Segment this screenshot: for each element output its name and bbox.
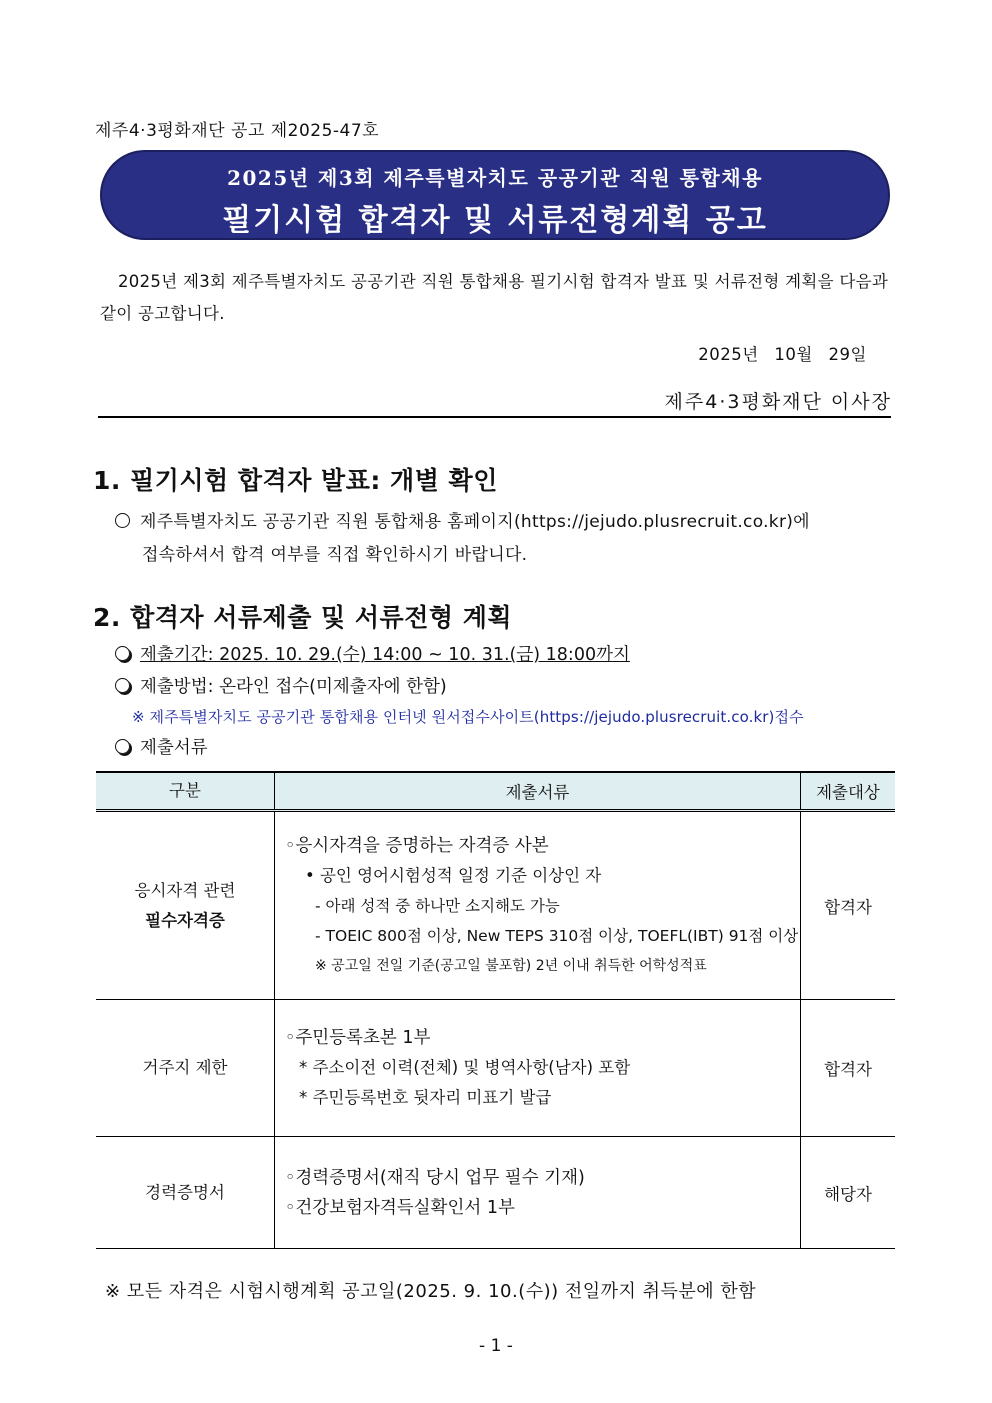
table-header-row (96, 772, 895, 811)
submission-method-text: 제출방법: 온라인 접수(미제출자에 한함) (140, 677, 447, 697)
section1-body (115, 506, 895, 572)
submission-method (115, 673, 447, 698)
notice-date: 2025년 10월 29일 (698, 345, 867, 364)
signer: 제주4·3평화재단 이사장 (664, 391, 892, 413)
doc-item: ◦주민등록초본 1부 (285, 1028, 431, 1048)
header-documents: 제출서류 (275, 772, 801, 811)
table-row (96, 1000, 895, 1137)
row-target: 해당자 (801, 1137, 896, 1249)
doc-item: ◦건강보험자격득실확인서 1부 (285, 1197, 515, 1218)
footnote: ※ 모든 자격은 시험시행계획 공고일(2025. 9. 10.(수)) 전일까지 취득분에 한함 (105, 1281, 757, 1302)
documents-label (115, 734, 208, 759)
banner-title: 필기시험 합격자 및 서류전형계획 공고 (222, 203, 768, 238)
shadow-circle-bullet-icon (115, 739, 130, 754)
doc-item: ◦경력증명서(재직 당시 업무 필수 기재) (285, 1167, 585, 1188)
section1-line2: 접속하셔서 합격 여부를 직접 확인하시기 바랍니다. (142, 545, 528, 565)
documents-table (96, 771, 895, 1249)
hollow-circle-bullet-icon (115, 513, 130, 528)
submission-method-note: ※ 제주특별자치도 공공기관 통합채용 인터넷 원서접수사이트(https://jejudo.plusrecruit.co.kr)접수 (132, 708, 804, 726)
row-category (96, 1137, 275, 1249)
intro-paragraph: 2025년 제3회 제주특별자치도 공공기관 직원 통합채용 필기시험 합격자 발표 및 서류전형 계획을 다음과 같이 공고합니다. (100, 272, 889, 323)
section2-heading: 2. 합격자 서류제출 및 서류전형 계획 (93, 603, 513, 632)
table-row (96, 811, 895, 1000)
section1-line1: 제주특별자치도 공공기관 직원 통합채용 홈페이지(https://jejudo.plusrecruit.co.kr)에 (140, 512, 810, 532)
category-line: 경력증명서 (145, 1182, 225, 1202)
doc-item: ◦응시자격을 증명하는 자격증 사본 (285, 835, 549, 856)
documents-label-text: 제출서류 (140, 738, 208, 758)
header-category: 구분 (96, 772, 275, 811)
row-documents (275, 811, 801, 1000)
notice-number: 제주4·3평화재단 공고 제2025-47호 (95, 121, 380, 141)
category-line: 필수자격증 (145, 910, 225, 930)
doc-item: * 주민등록번호 뒷자리 미표기 발급 (299, 1088, 552, 1107)
row-target: 합격자 (801, 1000, 896, 1137)
page-number: - 1 - (479, 1336, 513, 1356)
row-category (96, 1000, 275, 1137)
row-category (96, 811, 275, 1000)
divider (98, 416, 891, 418)
doc-item: * 주소이전 이력(전체) 및 병역사항(남자) 포함 (299, 1058, 631, 1077)
row-target: 합격자 (801, 811, 896, 1000)
doc-item: - 아래 성적 중 하나만 소지해도 가능 (315, 896, 560, 915)
category-line: 응시자격 관련 (134, 880, 236, 900)
shadow-circle-bullet-icon (115, 646, 130, 661)
doc-item: - TOEIC 800점 이상, New TEPS 310점 이상, TOEFL(IBT) 91점 이상 (315, 926, 799, 945)
doc-item: • 공인 영어시험성적 일정 기준 이상인 자 (305, 865, 602, 885)
category-line: 거주지 제한 (142, 1058, 228, 1077)
row-documents (275, 1137, 801, 1249)
section1-heading: 1. 필기시험 합격자 발표: 개별 확인 (93, 466, 498, 495)
title-banner (100, 150, 890, 240)
table-row (96, 1137, 895, 1249)
shadow-circle-bullet-icon (115, 678, 130, 693)
doc-item: ※ 공고일 전일 기준(공고일 불포함) 2년 이내 취득한 어학성적표 (315, 957, 707, 974)
row-documents (275, 1000, 801, 1137)
banner-subtitle: 2025년 제3회 제주특별자치도 공공기관 직원 통합채용 (227, 166, 763, 190)
submission-period (115, 641, 630, 666)
header-target: 제출대상 (801, 772, 896, 811)
submission-period-text: 제출기간: 2025. 10. 29.(수) 14:00 ~ 10. 31.(금) 18:00까지 (140, 645, 630, 665)
